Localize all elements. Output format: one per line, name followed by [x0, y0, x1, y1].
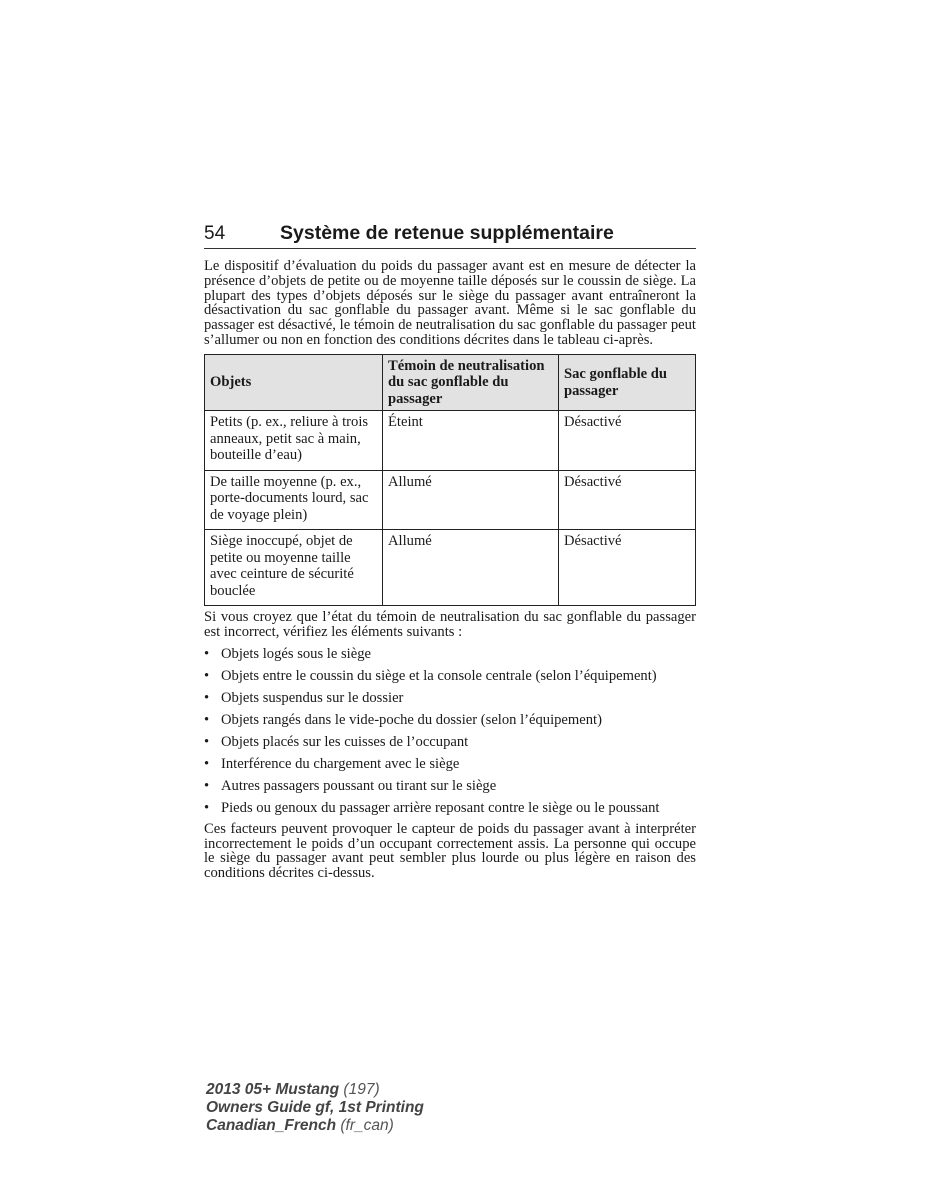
list-item: • Pieds ou genoux du passager arrière reposant contre le siège ou le poussant — [204, 799, 660, 816]
bullet-icon: • — [204, 777, 210, 794]
check-intro-paragraph: Si vous croyez que l’état du témoin de neutralisation du sac gonflable du passager est incorrect, vérifiez les éléments suivants : — [204, 609, 696, 641]
bullet-icon: • — [204, 711, 210, 728]
table-cell-airbag: Désactivé — [559, 411, 696, 471]
table-cell-indicator: Allumé — [383, 530, 559, 606]
table-header-airbag: Sac gonflable du passager — [559, 354, 696, 411]
bullet-icon: • — [204, 667, 210, 684]
table-cell-airbag: Désactivé — [559, 470, 696, 530]
page-content — [204, 222, 696, 881]
table-cell-airbag: Désactivé — [559, 530, 696, 606]
table-cell-indicator: Éteint — [383, 411, 559, 471]
table-header-row — [205, 354, 696, 411]
list-item: • Objets logés sous le siège — [204, 645, 371, 662]
page-header — [204, 222, 696, 249]
list-item: • Objets rangés dans le vide-poche du dossier (selon l’équipement) — [204, 711, 602, 728]
list-item: • Objets entre le coussin du siège et la console centrale (selon l’équipement) — [204, 667, 657, 684]
list-item: • Interférence du chargement avec le siège — [204, 755, 460, 772]
page-title: Système de retenue supplémentaire — [280, 222, 614, 244]
table-header-indicator: Témoin de neutralisation du sac gonflable du passager — [383, 354, 559, 411]
page-number: 54 — [204, 223, 226, 244]
objects-table — [204, 354, 696, 607]
footer-line-model: 2013 05+ Mustang (197) — [206, 1081, 380, 1098]
bullet-icon: • — [204, 733, 210, 750]
table-row — [205, 411, 696, 471]
bullet-icon: • — [204, 689, 210, 706]
closing-paragraph: Ces facteurs peuvent provoquer le capteur de poids du passager avant à interpréter incorrectement le poids d’un occupant correctement assis. La personne qui occupe le siège du passager avant peut sembler plus lourde ou plus légère en raison des conditions décrites ci-dessus. — [204, 820, 696, 882]
table-row — [205, 470, 696, 530]
print-footer — [206, 1081, 424, 1135]
bullet-icon: • — [204, 799, 210, 816]
bullet-icon: • — [204, 755, 210, 772]
table-cell-indicator: Allumé — [383, 470, 559, 530]
list-item: • Objets placés sur les cuisses de l’occupant — [204, 733, 469, 750]
table-row — [205, 530, 696, 606]
table-cell-objects: Siège inoccupé, objet de petite ou moyenne taille avec ceinture de sécurité bouclée — [205, 530, 383, 606]
bullet-icon: • — [204, 645, 210, 662]
footer-line-printing: Owners Guide gf, 1st Printing — [206, 1099, 424, 1116]
footer-line-language: Canadian_French (fr_can) — [206, 1117, 394, 1134]
list-item: • Autres passagers poussant ou tirant sur le siège — [204, 777, 497, 794]
check-list — [204, 646, 696, 816]
table-cell-objects: Petits (p. ex., reliure à trois anneaux, petit sac à main, bouteille d’eau) — [205, 411, 383, 471]
intro-paragraph: Le dispositif d’évaluation du poids du passager avant est en mesure de détecter la présence d’objets de petite ou de moyenne taille déposés sur le coussin de siège. La plupart des types d’objets déposés sur le siège du passager avant entraîneront la désactivation du sac gonflable du passager avant. Même si le sac gonflable du passager est désactivé, le témoin de neutralisation du sac gonflable du passager peut s’allumer ou non en fonction des conditions décrites dans le tableau ci-après. — [204, 258, 696, 348]
table-cell-objects: De taille moyenne (p. ex., porte-documents lourd, sac de voyage plein) — [205, 470, 383, 530]
table-header-objects: Objets — [205, 354, 383, 411]
list-item: • Objets suspendus sur le dossier — [204, 689, 404, 706]
